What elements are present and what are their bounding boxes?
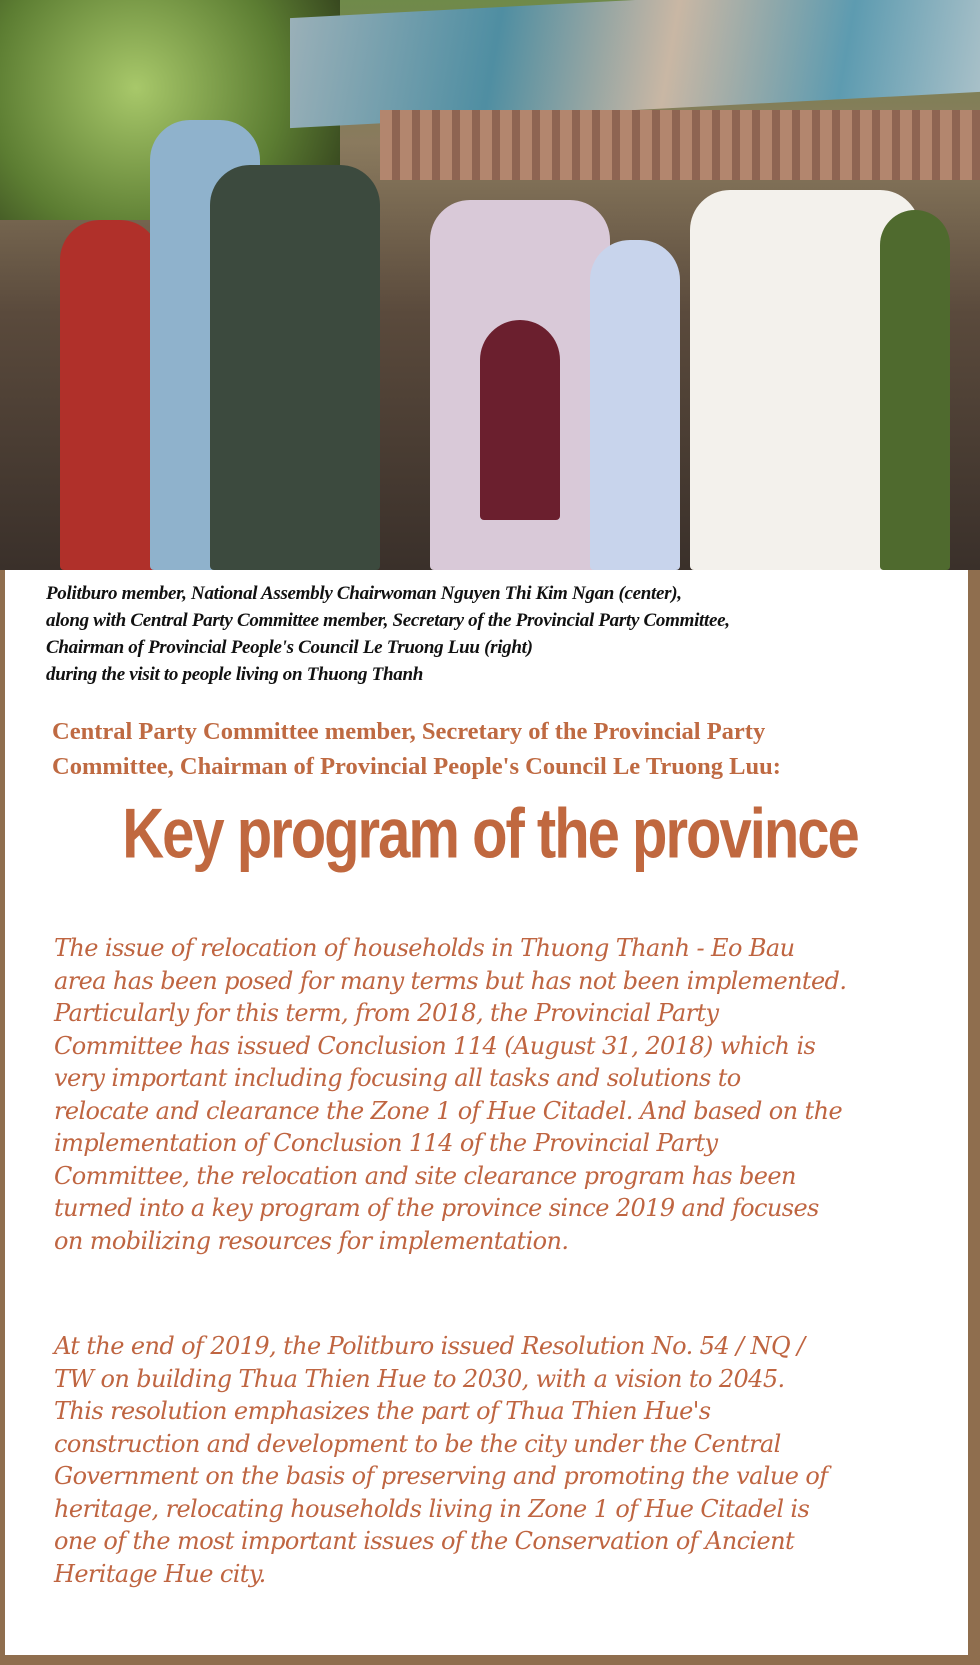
text-line: Committee, the relocation and site clearance program has been [54,1161,796,1190]
person [480,320,560,520]
text-line: Heritage Hue city. [54,1559,266,1588]
tarp-canopy [290,0,980,128]
text-line: TW on building Thua Thien Hue to 2030, with a vision to 2045. [54,1364,785,1393]
text-line: Committee has issued Conclusion 114 (August 31, 2018) which is [54,1031,816,1060]
text-line: area has been posed for many terms but has not been implemented. [54,966,847,995]
text-line: Particularly for this term, from 2018, the Provincial Party [54,999,719,1027]
text-line: This resolution emphasizes the part of Thua Thien Hue's [54,1397,711,1425]
text-line: turned into a key program of the province since 2019 and focuses [54,1194,819,1222]
person [210,165,380,570]
paragraph-2 [54,1330,954,1590]
text-line: At the end of 2019, the Politburo issued Resolution No. 54 / NQ / [54,1332,805,1360]
person [60,220,160,570]
subhead-line: Committee, Chairman of Provincial People's Council Le Truong Luu: [52,753,781,780]
subhead-line: Central Party Committee member, Secretary of the Provincial Party [52,718,766,745]
text-line: implementation of Conclusion 114 of the Provincial Party [54,1129,718,1157]
caption-line: Chairman of Provincial People's Council Le Truong Luu (right) [46,637,533,658]
caption-line: Politburo member, National Assembly Chairwoman Nguyen Thi Kim Ngan (center), [46,583,682,604]
text-line: one of the most important issues of the Conservation of Ancient [54,1527,794,1555]
text-line: Government on the basis of preserving and promoting the value of [54,1462,828,1490]
text-line: The issue of relocation of households in Thuong Thanh - Eo Bau [54,934,795,962]
speaker-subheading [52,714,952,784]
text-line: relocate and clearance the Zone 1 of Hue Citadel. And based on the [54,1096,843,1125]
tin-roof [380,110,980,180]
text-line: very important including focusing all tasks and solutions to [54,1064,741,1092]
text-line: heritage, relocating households living in Zone 1 of Hue Citadel is [54,1494,810,1523]
person [880,210,950,570]
caption-line: along with Central Party Committee member, Secretary of the Provincial Party Committee, [46,610,730,631]
visit-photo [0,0,980,570]
paragraph-1 [54,932,954,1257]
person [590,240,680,570]
article-title: Key program of the province [122,793,858,874]
photo-caption [46,580,946,688]
caption-line: during the visit to people living on Thuong Thanh [46,664,423,685]
text-line: on mobilizing resources for implementation. [54,1226,569,1255]
text-line: construction and development to be the city under the Central [54,1429,781,1458]
